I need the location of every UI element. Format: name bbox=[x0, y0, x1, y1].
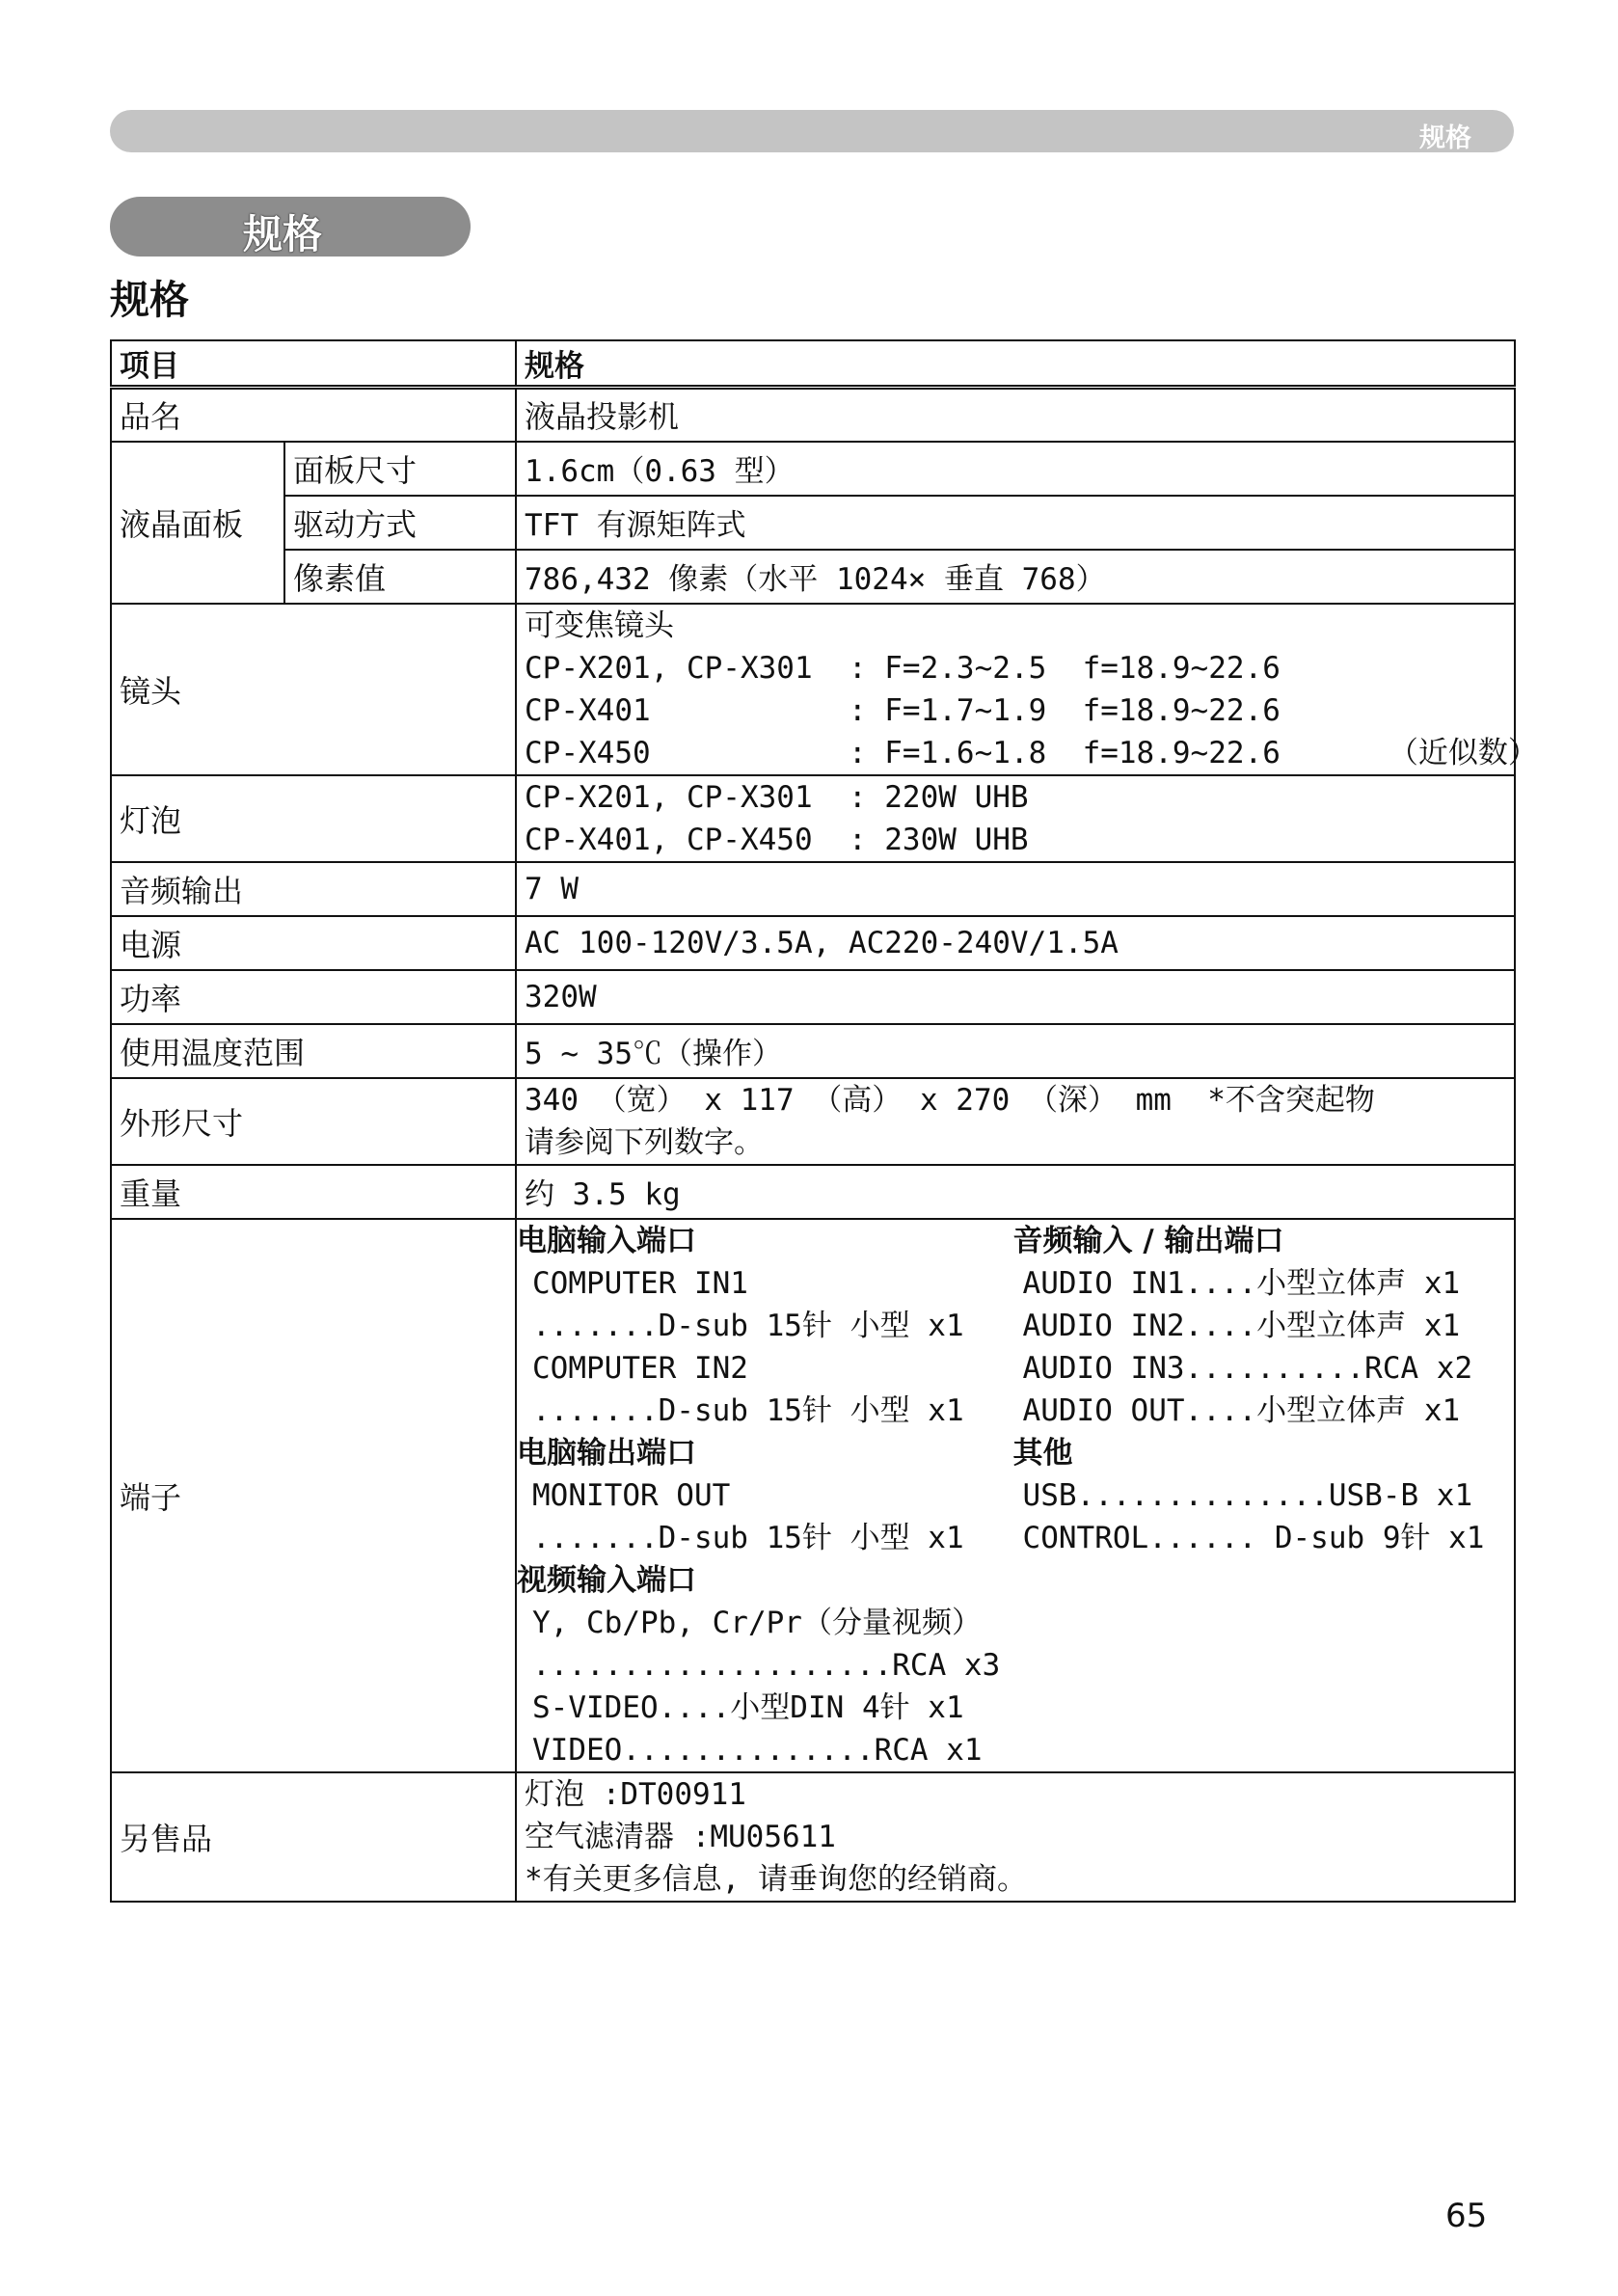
row-ports bbox=[111, 1219, 1515, 1772]
dimensions-line: 340 （宽） x 117 （高） x 270 （深） mm *不含突起物 bbox=[525, 1082, 1375, 1118]
row-accessories bbox=[111, 1772, 1515, 1902]
ports-right-column bbox=[1013, 1220, 1506, 1771]
row-lens bbox=[111, 604, 1515, 775]
label-drive: 驱动方式 bbox=[284, 496, 516, 550]
lens-line: CP-X201, CP-X301 : F=2.3~2.5 f=18.9~22.6 bbox=[525, 650, 1281, 686]
label-lamp: 灯泡 bbox=[111, 775, 516, 862]
value-lens bbox=[516, 604, 1538, 775]
spec-table bbox=[110, 339, 1538, 1903]
ports-columns bbox=[517, 1220, 1506, 1771]
lamp-line: CP-X201, CP-X301 : 220W UHB bbox=[525, 779, 1029, 815]
port-item: CONTROL...... D-sub 9针 x1 bbox=[1022, 1520, 1485, 1555]
port-item: COMPUTER IN1 bbox=[532, 1265, 748, 1301]
label-accessories: 另售品 bbox=[111, 1772, 516, 1902]
dimensions-line: 请参阅下列数字。 bbox=[525, 1124, 764, 1160]
accessory-line: *有关更多信息, 请垂询您的经销商。 bbox=[525, 1861, 1027, 1897]
computer-in-header: 电脑输入端口 bbox=[517, 1223, 696, 1258]
label-power-supply: 电源 bbox=[111, 916, 516, 970]
section-pill bbox=[110, 197, 471, 257]
value-ports bbox=[516, 1219, 1515, 1772]
value-weight: 约 3.5 kg bbox=[516, 1165, 1515, 1219]
lamp-line: CP-X401, CP-X450 : 230W UHB bbox=[525, 822, 1029, 857]
audio-io-header: 音频输入 / 输出端口 bbox=[1012, 1223, 1284, 1258]
label-lens: 镜头 bbox=[111, 604, 516, 775]
lens-line: 可变焦镜头 bbox=[525, 608, 674, 643]
label-panel-size: 面板尺寸 bbox=[284, 442, 516, 496]
row-lcd-pixels bbox=[111, 550, 1515, 604]
row-lcd-panel-size bbox=[111, 442, 1515, 496]
port-item: MONITOR OUT bbox=[532, 1477, 731, 1513]
value-power-supply: AC 100-120V/3.5A, AC220-240V/1.5A bbox=[516, 916, 1515, 970]
lens-line: CP-X401 : F=1.7~1.9 f=18.9~22.6 bbox=[525, 692, 1281, 728]
label-dimensions: 外形尺寸 bbox=[111, 1078, 516, 1165]
port-item: AUDIO OUT....小型立体声 x1 bbox=[1022, 1392, 1461, 1428]
port-item: USB..............USB-B x1 bbox=[1022, 1477, 1473, 1513]
label-lcd: 液晶面板 bbox=[111, 442, 284, 604]
header-bar bbox=[110, 110, 1514, 152]
label-power-consumption: 功率 bbox=[111, 970, 516, 1024]
row-temperature bbox=[111, 1024, 1515, 1078]
port-item: Y, Cb/Pb, Cr/Pr（分量视频） bbox=[532, 1605, 982, 1640]
row-lamp bbox=[111, 775, 1515, 862]
value-accessories bbox=[516, 1772, 1515, 1902]
table-header-row bbox=[111, 340, 1515, 388]
value-lamp bbox=[516, 775, 1515, 862]
computer-out-header: 电脑输出端口 bbox=[517, 1435, 696, 1471]
label-product-name: 品名 bbox=[111, 388, 516, 442]
header-spec: 规格 bbox=[516, 340, 1515, 388]
row-lcd-drive bbox=[111, 496, 1515, 550]
row-power-consumption bbox=[111, 970, 1515, 1024]
port-item: AUDIO IN1....小型立体声 x1 bbox=[1022, 1265, 1461, 1301]
port-item: .......D-sub 15针 小型 x1 bbox=[532, 1520, 964, 1555]
label-temperature: 使用温度范围 bbox=[111, 1024, 516, 1078]
row-weight bbox=[111, 1165, 1515, 1219]
accessory-line: 灯泡 :DT00911 bbox=[525, 1776, 746, 1812]
value-audio-output: 7 W bbox=[516, 862, 1515, 916]
label-ports: 端子 bbox=[111, 1219, 516, 1772]
row-product-name bbox=[111, 388, 1515, 442]
port-item: COMPUTER IN2 bbox=[532, 1350, 748, 1386]
video-in-header: 视频输入端口 bbox=[517, 1562, 696, 1598]
port-item: S-VIDEO....小型DIN 4针 x1 bbox=[532, 1689, 964, 1725]
port-item: ....................RCA x3 bbox=[532, 1647, 1001, 1683]
value-power-consumption: 320W bbox=[516, 970, 1515, 1024]
label-audio-output: 音频输出 bbox=[111, 862, 516, 916]
lens-line: CP-X450 : F=1.6~1.8 f=18.9~22.6 （近似数） bbox=[525, 735, 1538, 770]
section-pill-label: 规格 bbox=[243, 211, 322, 257]
header-item: 项目 bbox=[111, 340, 516, 388]
ports-left-column bbox=[517, 1220, 1013, 1771]
value-product-name: 液晶投影机 bbox=[516, 388, 1515, 442]
other-header: 其他 bbox=[1012, 1435, 1073, 1471]
port-item: AUDIO IN2....小型立体声 x1 bbox=[1022, 1308, 1461, 1343]
row-audio-output bbox=[111, 862, 1515, 916]
header-bar-label: 规格 bbox=[1419, 123, 1471, 153]
label-weight: 重量 bbox=[111, 1165, 516, 1219]
value-pixels: 786,432 像素（水平 1024× 垂直 768） bbox=[516, 550, 1515, 604]
value-temperature: 5 ~ 35℃（操作） bbox=[516, 1024, 1515, 1078]
value-dimensions bbox=[516, 1078, 1515, 1165]
port-item: AUDIO IN3..........RCA x2 bbox=[1022, 1350, 1473, 1386]
row-power-supply bbox=[111, 916, 1515, 970]
page-number: 65 bbox=[1445, 2197, 1488, 2235]
value-drive: TFT 有源矩阵式 bbox=[516, 496, 1515, 550]
value-panel-size: 1.6cm（0.63 型） bbox=[516, 442, 1515, 496]
port-item: VIDEO..............RCA x1 bbox=[532, 1732, 983, 1768]
page-title: 规格 bbox=[110, 277, 189, 323]
row-dimensions bbox=[111, 1078, 1515, 1165]
accessory-line: 空气滤清器 :MU05611 bbox=[525, 1819, 836, 1854]
port-item: .......D-sub 15针 小型 x1 bbox=[532, 1392, 964, 1428]
label-pixels: 像素值 bbox=[284, 550, 516, 604]
port-item: .......D-sub 15针 小型 x1 bbox=[532, 1308, 964, 1343]
